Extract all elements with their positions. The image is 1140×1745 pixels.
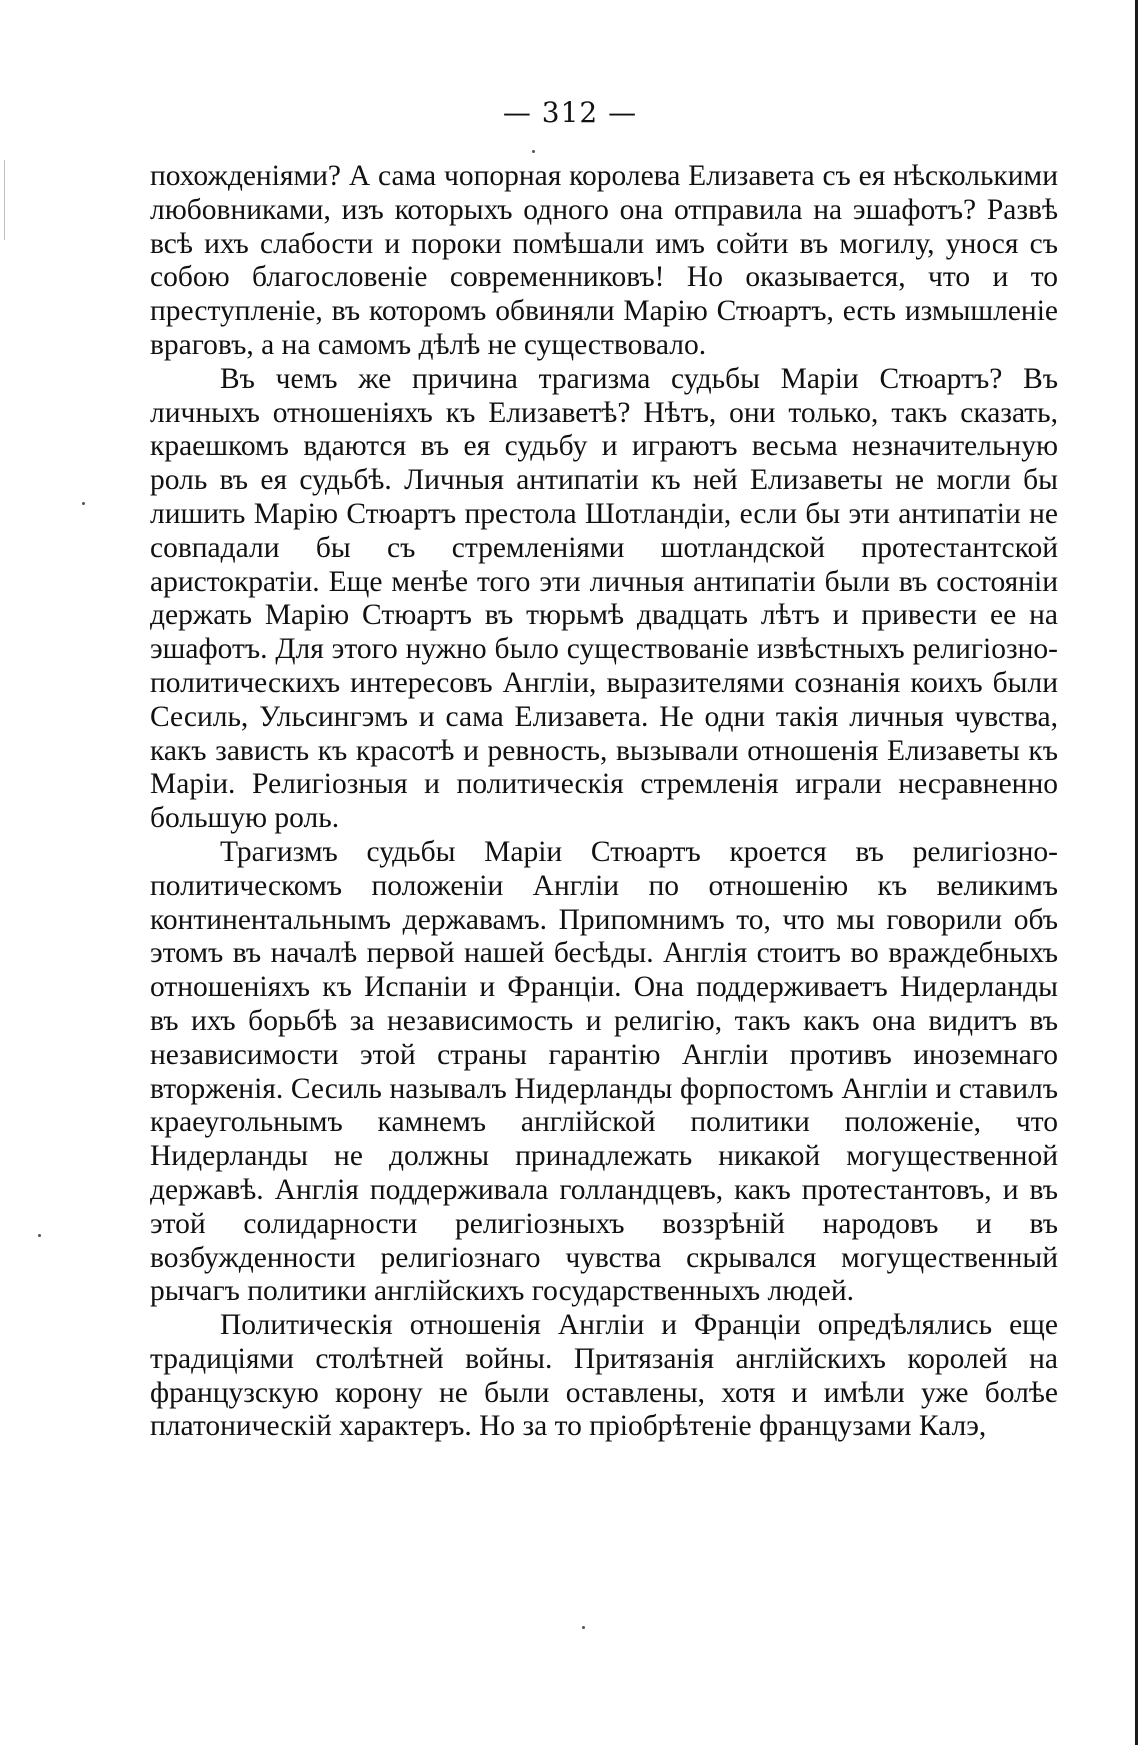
scan-speck xyxy=(82,502,85,505)
paragraph: Въ чемъ же причина трагизма судьбы Маріи Стюартъ? Въ личныхъ отношеніяхъ къ Елизаветѣ? Нѣтъ, они только, такъ сказать, краешкомъ вдаются въ ея судьбу и играютъ весьма незначительную роль въ ея судьбѣ. Личныя антипатіи къ ней Елизаветы не могли бы лишить Марію Стюартъ престола Шотландіи, если бы эти антипатіи не совпадали бы съ стремленіями шотландской протестантской аристократіи. Еще менѣе того эти личныя антипатіи были въ состояніи держать Марію Стюартъ въ тюрьмѣ двадцать лѣтъ и привести ее на эшафотъ. Для этого нужно было существованіе извѣстныхъ религіозно-политическихъ интересовъ Англіи, выразителями сознанія коихъ были Сесиль, Ульсингэмъ и сама Елизавета. Не одни такія личныя чувства, какъ зависть къ красотѣ и ревность, вызывали отношенія Елизаветы къ Маріи. Религіозныя и политическія стремленія играли несравненно большую роль. xyxy=(150,362,1058,835)
scan-right-edge xyxy=(1135,0,1138,1745)
paragraph: Трагизмъ судьбы Маріи Стюартъ кроется въ религіозно-политическомъ положеніи Англіи по отношенію къ великимъ континентальнымъ державамъ. Припомнимъ то, что мы говорили объ этомъ въ началѣ первой нашей бесѣды. Англія стоитъ во враждебныхъ отношеніяхъ къ Испаніи и Франціи. Она поддерживаетъ Нидерланды въ ихъ борьбѣ за независимость и религію, такъ какъ она видитъ въ независимости этой страны гарантію Англіи противъ иноземнаго вторженія. Сесиль называлъ Нидерланды форпостомъ Англіи и ставилъ краеугольнымъ камнемъ англійской политики положеніе, что Нидерланды не должны принадлежать никакой могущественной державѣ. Англія поддерживала голландцевъ, какъ протестантовъ, и въ этой солидарности религіозныхъ воззрѣній народовъ и въ возбужденности религіознаго чувства скрывался могущественный рычагъ политики англійскихъ государственныхъ людей. xyxy=(150,835,1058,1308)
scan-speck xyxy=(582,1626,585,1629)
page-number: — 312 — xyxy=(502,96,638,129)
scan-speck xyxy=(38,1234,41,1237)
paragraph: похожденіями? А сама чопорная королева Елизавета съ ея нѣсколькими любовниками, изъ которыхъ одного она отправила на эшафотъ? Развѣ всѣ ихъ слабости и пороки помѣшали имъ сойти въ могилу, унося съ собою благословеніе современниковъ! Но оказывается, что и то преступленіе, въ которомъ обвиняли Марію Стюартъ, есть измышленіе враговъ, а на самомъ дѣлѣ не существовало. xyxy=(150,160,1058,361)
paragraph: Политическія отношенія Англіи и Франціи опредѣлялись еще традиціями столѣтней войны. Притязанія англійскихъ королей на французскую корону не были оставлены, хотя и имѣли уже болѣе платоническій характеръ. Но за то пріобрѣтеніе французами Калэ, xyxy=(150,1309,1058,1443)
scan-speck xyxy=(532,150,535,153)
scan-edge-mark xyxy=(4,160,5,240)
body-text xyxy=(150,160,1058,1444)
